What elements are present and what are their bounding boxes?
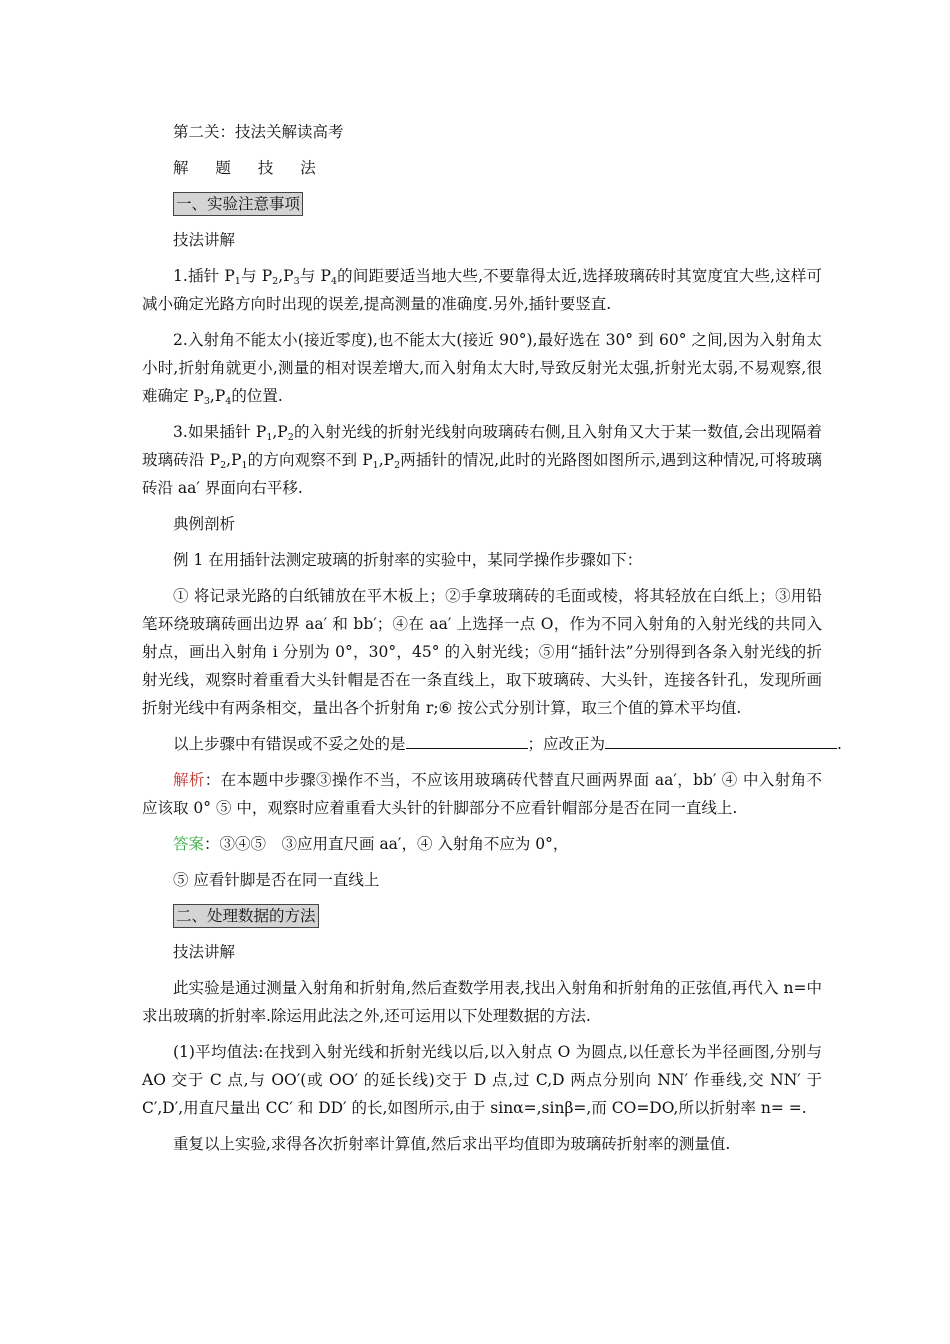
blank-2[interactable]: [605, 730, 837, 749]
answer-line: 答案：③④⑤ ③应用直尺画 aa′，④ 入射角不应为 0°，: [173, 835, 569, 853]
technique-label-1: 技法讲解: [173, 231, 236, 249]
methods-heading: 解 题 技 法: [173, 159, 327, 177]
example-analysis-label: 典例剖析: [173, 515, 236, 533]
paragraph-6: 重复以上实验,求得各次折射率计算值,然后求出平均值即为玻璃砖折射率的测量值.: [173, 1135, 731, 1153]
paragraph-1: 1.插针 $P_1$与 $P_2,P_3$与 $P_4$的间距要适当地大些,不要靠得太近,选择玻璃砖时其宽度宜大些,这样可减小确定光路方向时出现的误差,提高测量的准确度.另外,插针要竖直.: [142, 267, 823, 313]
chapter-heading: 第二关：技法关解读高考: [173, 123, 344, 141]
section-2-box: 二、处理数据的方法: [173, 904, 319, 928]
answer-line-2: ⑤ 应看针脚是否在同一直线上: [173, 871, 380, 889]
document-page: [142, 118, 842, 1166]
technique-label-2: 技法讲解: [173, 943, 236, 961]
example-1-intro: 例 1 在用插针法测定玻璃的折射率的实验中，某同学操作步骤如下：: [173, 551, 643, 569]
section-2-heading: [142, 902, 822, 930]
analysis-label: 解析: [173, 771, 205, 789]
paragraph-2: 2.入射角不能太小(接近零度),也不能太大(接近 90°),最好选在 30° 到 60° 之间,因为入射角太小时,折射角就更小,测量的相对误差增大,而入射角太大时,导致反射光太强,折射光太弱,不易观察,很难确定 $P_3,P_4$的位置.: [142, 331, 822, 407]
question-line: 以上步骤中有错误或不妥之处的是 ；应改正为 .: [142, 730, 822, 758]
section-1-box: 一、实验注意事项: [173, 192, 303, 216]
analysis-paragraph: 解析：在本题中步骤③操作不当，不应该用玻璃砖代替直尺画两界面 aa′，bb′ ④ 中入射角不应该取 0° ⑤ 中，观察时应着重看大头针的针脚部分不应看针帽部分是否在同一直线上.: [142, 771, 822, 817]
paragraph-4: 此实验是通过测量入射角和折射角,然后查数学用表,找出入射角和折射角的正弦值,再代入 n=中求出玻璃的折射率.除运用此法之外,还可运用以下处理数据的方法.: [142, 979, 822, 1025]
paragraph-3: 3.如果插针 $P_1,P_2$的入射光线的折射光线射向玻璃砖右侧,且入射角又大于某一数值,会出现隔着玻璃砖沿 $P_2,P_1$的方向观察不到 $P_1,P_2$两插针的情况,此时的光路图如图所示,遇到这种情况,可将玻璃砖沿 aa′ 界面向右平移.: [142, 423, 823, 497]
section-1-heading: [142, 190, 822, 218]
paragraph-5: (1)平均值法:在找到入射光线和折射光线以后,以入射点 O 为圆点,以任意长为半径画图,分别与 AO 交于 C 点,与 OO′(或 OO′ 的延长线)交于 D 点,过 C,D 两点分别向 NN′ 作垂线,交 NN′ 于 C′,D′,用直尺量出 CC′ 和 DD′ 的长,如图所示,由于 sinα=,sinβ=,而 CO=DO,所以折射率 n= =.: [142, 1043, 822, 1117]
answer-label: 答案: [173, 835, 205, 853]
example-steps: ① 将记录光路的白纸铺放在平木板上；②手拿玻璃砖的毛面或棱，将其轻放在白纸上；③用铅笔环绕玻璃砖画出边界 aa′ 和 bb′；④在 aa′ 上选择一点 O，作为不同入射角的入射光线的共同入射点，画出入射角 i 分别为 0°，30°，45° 的入射光线；⑤用“插针法”分别得到各条入射光线的折射光线，观察时着重看大头针帽是否在一条直线上，取下玻璃砖、大头针，连接各针孔，发现所画折射光线中有两条相交，量出各个折射角 r;⑥ 按公式分别计算，取三个值的算术平均值.: [142, 587, 822, 717]
blank-1[interactable]: [406, 730, 528, 749]
